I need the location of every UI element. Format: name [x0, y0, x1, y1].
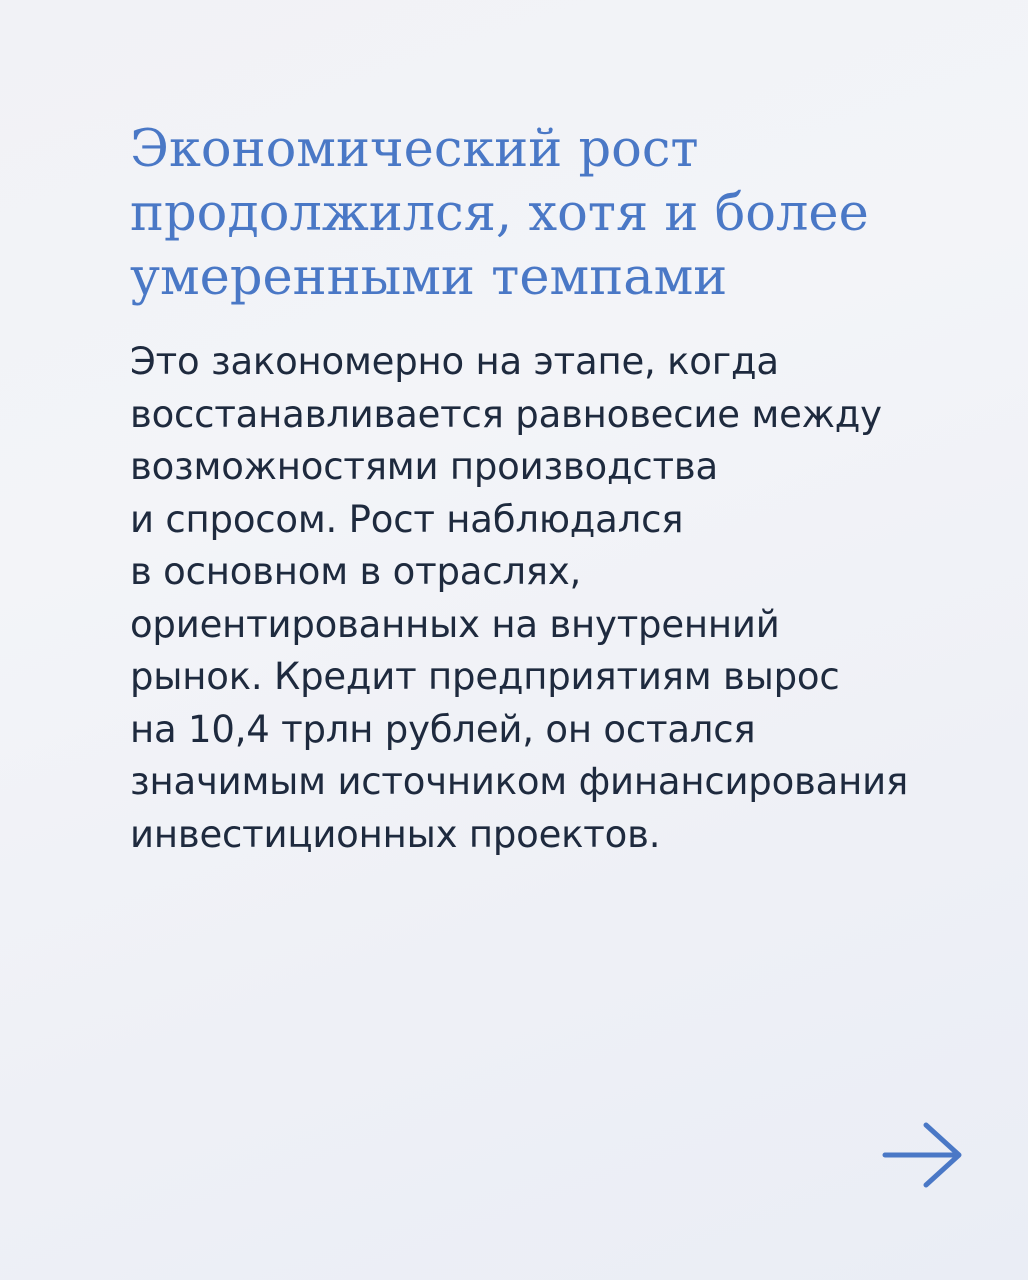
headline-line: Экономический рост [130, 120, 699, 179]
body-line: в основном в отраслях, [130, 550, 582, 593]
headline [130, 118, 950, 310]
headline-line: продолжился, хотя и более [130, 184, 869, 243]
body-line: восстанавливается равновесие между [130, 392, 882, 436]
body-line: рынок. Кредит предприятиям вырос [130, 655, 840, 698]
body-line: Это закономерно на этапе, когда [130, 340, 779, 383]
body-line: значимым источником финансирования [130, 760, 909, 803]
headline-line: умеренными темпами [130, 248, 728, 307]
body-line: инвестиционных проектов. [130, 812, 661, 856]
body-line: ориентированных на внутренний [130, 602, 780, 646]
body-line: возможностями производства [130, 445, 718, 488]
body-text [130, 336, 990, 861]
body-line: на 10,4 трлн рублей, он остался [130, 707, 756, 751]
arrow-right-icon [880, 1120, 966, 1190]
next-button[interactable] [880, 1120, 966, 1190]
body-line: и спросом. Рост наблюдался [130, 497, 684, 541]
